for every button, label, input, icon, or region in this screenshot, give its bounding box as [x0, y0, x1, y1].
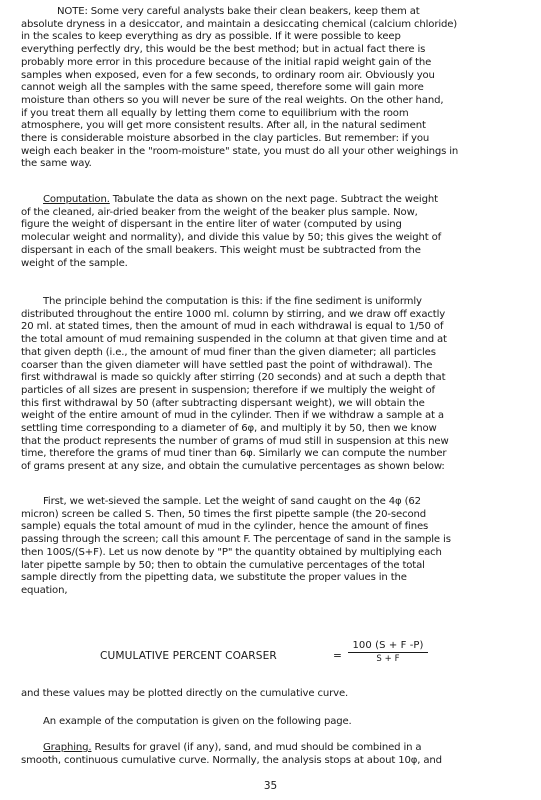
- text-line: equation,: [21, 584, 68, 596]
- text-line: that the product represents the number of grams of mud still in suspension at this new: [21, 435, 449, 447]
- text-line: The principle behind the computation is this: if the fine sediment is uniformly: [43, 296, 422, 307]
- text-line: later pipette sample by 50; then to obtain the cumulative percentages of the total: [21, 559, 425, 571]
- text-line: 20 ml. at stated times, then the amount of mud in each withdrawal is equal to 1/50 of: [21, 321, 444, 333]
- graphing-paragraph: [21, 742, 523, 767]
- text-line: sample directly from the pipetting data, we substitute the proper values in the: [21, 572, 407, 584]
- text-line: absolute dryness in a desiccator, and maintain a desiccating chemical (calcium chloride): [21, 18, 458, 30]
- text-line: sample) equals the total amount of mud in the cylinder, hence the amount of fines: [21, 521, 429, 533]
- text-line: figure the weight of dispersant in the entire liter of water (computed by using: [21, 219, 402, 231]
- text-line: the same way.: [21, 158, 92, 170]
- text-line: of grams present at any size, and obtain the cumulative percentages as shown below:: [21, 461, 445, 473]
- equation-denominator: S + F: [376, 654, 400, 664]
- text-line: smooth, continuous cumulative curve. Normally, the analysis stops at about 10φ, and: [21, 754, 442, 766]
- text-line: First, we wet-sieved the sample. Let the weight of sand caught on the 4φ (62: [43, 496, 421, 507]
- text-line: of the cleaned, air-dried beaker from the weight of the beaker plus sample. Now,: [21, 206, 418, 218]
- first-paragraph: [21, 496, 523, 598]
- text-line: dispersant in each of the small beakers. This weight must be subtracted from the: [21, 244, 421, 256]
- text-line: if you treat them all equally by letting them come to equilibrium with the room: [21, 107, 409, 119]
- text-line: the total amount of mud remaining suspended in the column at that given time and at: [21, 334, 447, 346]
- computation-heading: Computation.: [43, 194, 110, 205]
- plotted-paragraph: [21, 688, 523, 701]
- text-line: An example of the computation is given on the following page.: [43, 716, 352, 727]
- principle-paragraph: [21, 296, 523, 474]
- text-line: Computation. Tabulate the data as shown on the next page. Subtract the weight: [43, 194, 438, 205]
- cumulative-percent-equation: [100, 640, 500, 670]
- text-line: then 100S/(S+F). Let us now denote by "P" the quantity obtained by multiplying each: [21, 546, 442, 558]
- note-paragraph: [21, 6, 523, 171]
- text-line: cannot weigh all the samples with the same speed, therefore some will gain more: [21, 82, 424, 94]
- text-line: this first withdrawal by 50 (after subtracting dispersant weight), we will obtain the: [21, 397, 425, 409]
- text-line: samples when exposed, even for a few seconds, to ordinary room air. Obviously you: [21, 69, 435, 81]
- example-paragraph: [21, 716, 523, 729]
- text-line: settling time corresponding to a diameter of 6φ, and multiply it by 50, then we know: [21, 423, 437, 435]
- text-line: Graphing. Results for gravel (if any), sand, and mud should be combined in a: [43, 742, 422, 753]
- computation-paragraph: [21, 194, 523, 270]
- page-number: 35: [263, 780, 278, 792]
- text-line: distributed throughout the entire 1000 ml. column by stirring, and we draw off exactly: [21, 308, 446, 320]
- graphing-heading: Graphing.: [43, 742, 92, 753]
- text-line: weigh each beaker in the "room-moisture" state, you must do all your other weighings in: [21, 145, 459, 157]
- text-line: there is considerable moisture absorbed in the clay particles. But remember: if you: [21, 133, 430, 145]
- text-line: first withdrawal is made so quickly after stirring (20 seconds) and at such a depth that: [21, 372, 446, 384]
- equation-numerator: 100 (S + F -P): [348, 640, 428, 653]
- text-line: molecular weight and normality), and divide this value by 50; this gives the weight of: [21, 232, 442, 244]
- text-line: time, therefore the grams of mud tiner than 6φ. Similarly we can compute the number: [21, 448, 447, 460]
- text-line: passing through the screen; call this amount F. The percentage of sand in the sample is: [21, 534, 451, 546]
- text-line: everything perfectly dry, this would be the best method; but in actual fact there is: [21, 44, 426, 56]
- text-line: NOTE: Some very careful analysts bake their clean beakers, keep them at: [57, 6, 420, 17]
- text-line: micron) screen be called S. Then, 50 times the first pipette sample (the 20-second: [21, 508, 426, 520]
- text-line: moisture than others so you will never be sure of the real weights. On the other hand,: [21, 94, 444, 106]
- text-line: particles of all sizes are present in suspension; therefore if we multiply the weight of: [21, 384, 435, 396]
- text-line: that given depth (i.e., the amount of mud finer than the given diameter; all particles: [21, 346, 436, 358]
- text-line: probably more error in this procedure because of the initial rapid weight gain of the: [21, 56, 432, 68]
- text-line: weight of the sample.: [21, 257, 128, 269]
- equation-fraction: [348, 640, 428, 664]
- text-line: in the scales to keep everything as dry as possible. If it were possible to keep: [21, 31, 401, 43]
- text-line: and these values may be plotted directly on the cumulative curve.: [21, 688, 349, 699]
- text-line: weight of the entire amount of mud in the cylinder. Then if we withdraw a sample at a: [21, 410, 444, 422]
- text-line: coarser than the given diameter will have settled past the point of withdrawal). The: [21, 359, 433, 371]
- equation-equals: =: [333, 650, 342, 662]
- text-line: atmosphere, you will get more consistent results. After all, in the natural sediment: [21, 120, 426, 132]
- equation-lhs: CUMULATIVE PERCENT COARSER: [100, 650, 277, 662]
